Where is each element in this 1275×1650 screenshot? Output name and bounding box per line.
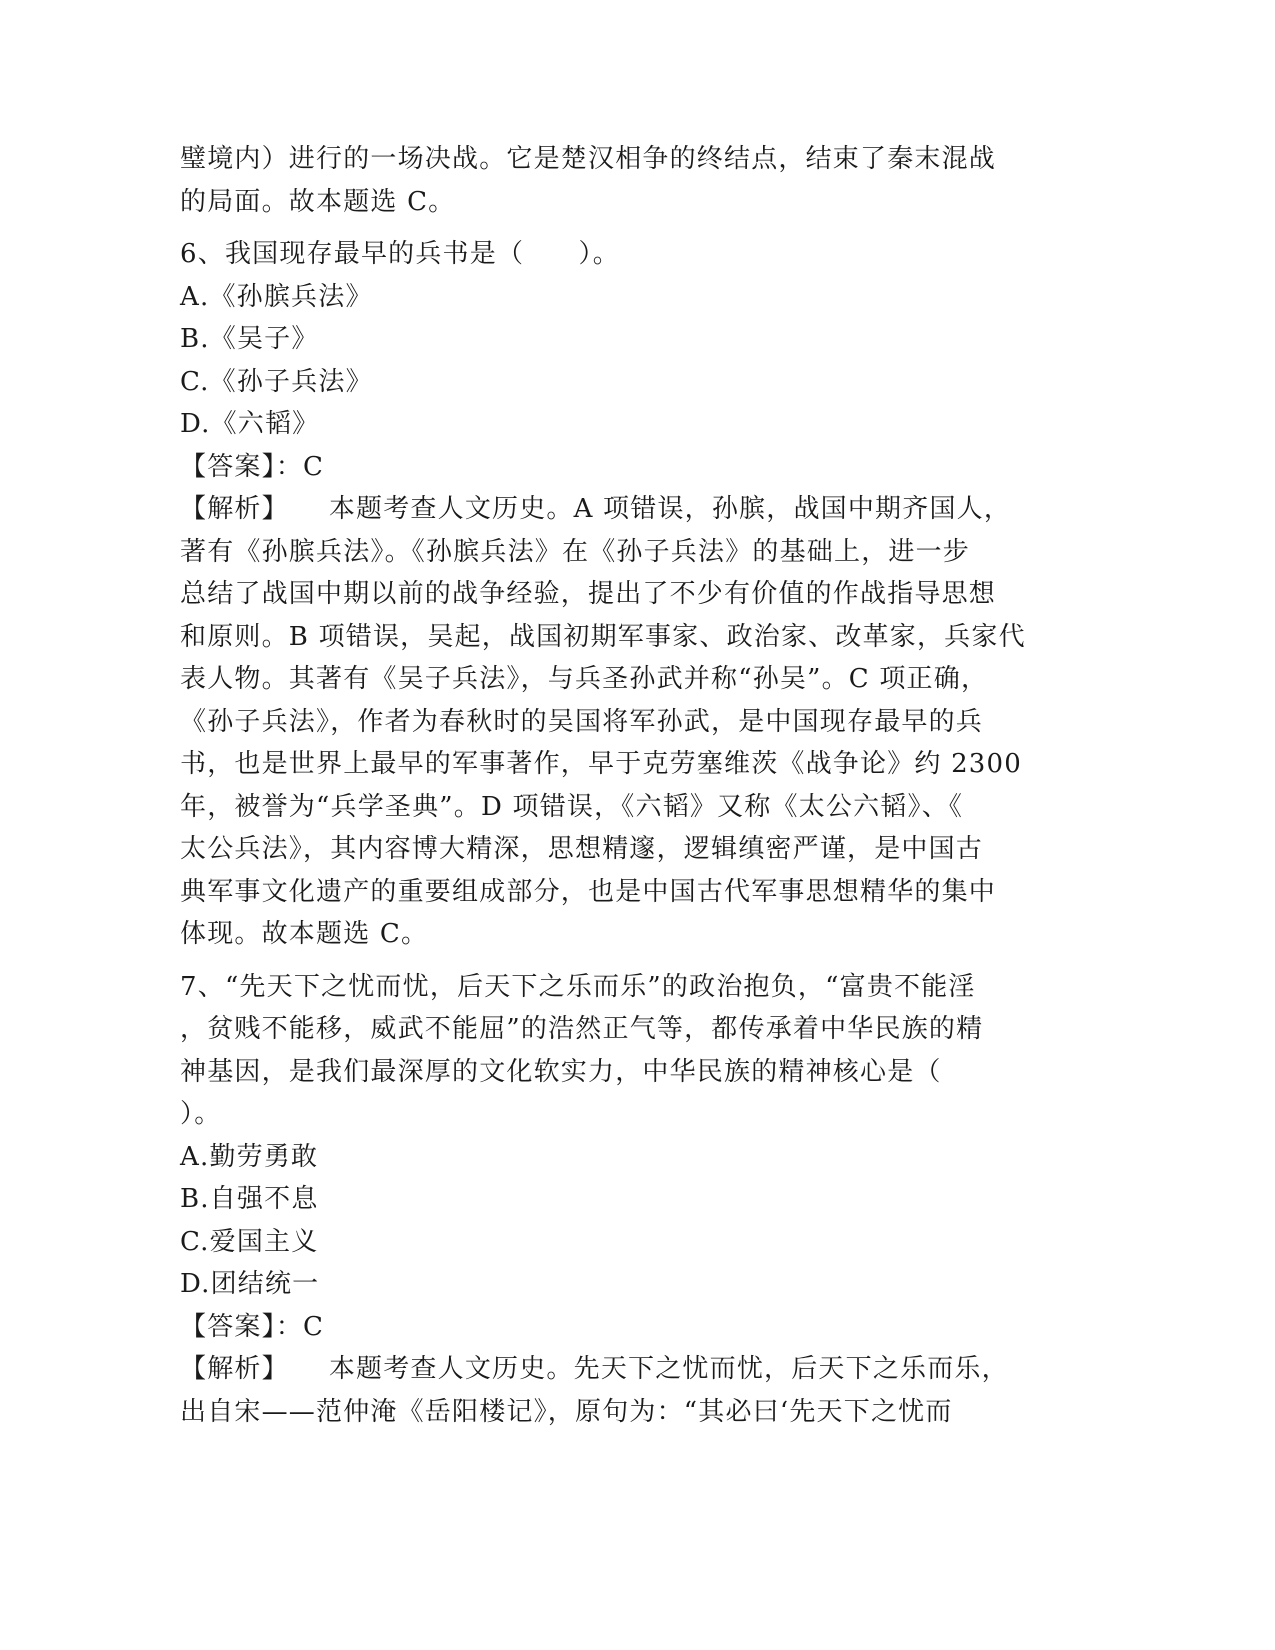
- text-line: 典军事文化遗产的重要组成部分，也是中国古代军事思想精华的集中: [180, 876, 997, 907]
- question-6-option-b: B.《吴子》: [180, 324, 319, 354]
- question-6-option-d: D.《六韬》: [180, 409, 320, 439]
- text-line: 7、“先天下之忧而忧，后天下之乐而乐”的政治抱负，“富贵不能淫: [180, 971, 976, 1002]
- answer-label: 【答案】: [180, 1311, 276, 1342]
- question-7: [180, 966, 1040, 1434]
- intro-paragraph: [180, 138, 1040, 223]
- question-7-option-d: D.团结统一: [180, 1269, 320, 1299]
- text-line: ，贫贱不能移，威武不能屈”的浩然正气等，都传承着中华民族的精: [180, 1014, 984, 1044]
- text-line: 【解析】 本题考查人文历史。A 项错误，孙膑，战国中期齐国人，: [180, 494, 1012, 524]
- explain-label: 【解析】: [180, 494, 289, 524]
- question-7-option-a: A.勤劳勇敢: [180, 1141, 319, 1172]
- question-6-option-a: A.《孙膑兵法》: [180, 281, 373, 312]
- question-7-explanation: [180, 1348, 1040, 1433]
- text-line: 总结了战国中期以前的战争经验，提出了不少有价值的作战指导思想: [180, 579, 997, 609]
- answer-label: 【答案】: [180, 451, 276, 482]
- text-line: 体现。故本题选 C。: [180, 919, 429, 949]
- text-line: 神基因，是我们最深厚的文化软实力，中华民族的精神核心是（: [180, 1056, 942, 1087]
- question-7-answer: [180, 1306, 1040, 1349]
- document-page: [180, 138, 1040, 1433]
- question-6-text: 6、我国现存最早的兵书是（ ）。: [180, 239, 620, 269]
- answer-value: ：C: [275, 1311, 325, 1342]
- question-6-answer: [180, 446, 1040, 489]
- text-line: 表人物。其著有《吴子兵法》，与兵圣孙武并称“孙吴”。C 项正确，: [180, 664, 989, 694]
- text-line: 和原则。B 项错误，吴起，战国初期军事家、政治家、改革家，兵家代: [180, 621, 1026, 652]
- text-line: 书，也是世界上最早的军事著作，早于克劳塞维茨《战争论》约 2300: [180, 749, 1023, 779]
- text-line: 《孙子兵法》，作者为春秋时的吴国将军孙武，是中国现存最早的兵: [180, 706, 984, 737]
- question-7-text: [180, 966, 1040, 1136]
- question-7-option-b: B.自强不息: [180, 1184, 319, 1214]
- question-7-option-c: C.爱国主义: [180, 1226, 319, 1257]
- question-6-option-c: C.《孙子兵法》: [180, 366, 373, 397]
- text-line: ）。: [180, 1099, 222, 1129]
- question-6: [180, 233, 1040, 956]
- text-line: 太公兵法》，其内容博大精深，思想精邃，逻辑缜密严谨，是中国古: [180, 834, 984, 864]
- text-line: 【解析】 本题考查人文历史。先天下之忧而忧，后天下之乐而乐，: [180, 1354, 1009, 1384]
- text-line: 出自宋——范仲淹《岳阳楼记》，原句为：“其必曰‘先天下之忧而: [180, 1396, 953, 1427]
- question-6-explanation: [180, 488, 1040, 956]
- text-line: 的局面。故本题选 C。: [180, 186, 456, 217]
- text-line: 著有《孙膑兵法》。《孙膑兵法》在《孙子兵法》的基础上，进一步: [180, 536, 971, 567]
- text-line: 璧境内）进行的一场决战。它是楚汉相争的终结点，结束了秦末混战: [180, 144, 997, 174]
- text-line: 年，被誉为“兵学圣典”。D 项错误，《六韬》又称《太公六韬》、《: [180, 791, 964, 822]
- answer-value: ：C: [275, 451, 325, 482]
- explain-label: 【解析】: [180, 1354, 289, 1384]
